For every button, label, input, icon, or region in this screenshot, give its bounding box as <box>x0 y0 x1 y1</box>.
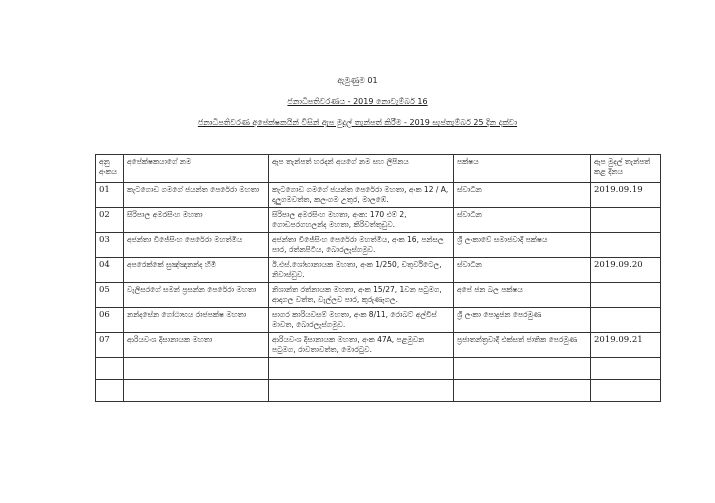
candidate-name: නන්දසේන ගෝඨාභය රාජපක්ෂ මහතා <box>124 308 269 333</box>
depositor-address: සාගර කාරියවසම් මහතා, අංක 8/11, රොබට් අල්විස් මාවත, බොරලැස්ගමුව. <box>269 308 454 333</box>
election-title: ජනාධිපතිවරණය - 2019 නොවැම්බර් 16 <box>287 97 428 106</box>
depositor-address: අජන්තා විජේසිංහ පෙරේරා මහත්මිය, අංක 16, පන්සල පාර, රත්නපිටිය, බොරලැස්ගමුව. <box>269 233 454 258</box>
table-header-row <box>96 155 661 183</box>
header-depositor: ඇප තැන්පත් හරදන් අයගේ නම සහ ලිපිනය <box>269 155 454 183</box>
deposit-table <box>95 154 661 402</box>
depositor-address: නිශාන්ත රත්නායක මහතා, අංක 15/27, 1වන පටුමග, ආදාගල වත්ත, වැල්ලව පාර, කුරුණෑගල. <box>269 283 454 308</box>
row-number: 02 <box>96 208 124 233</box>
header-deposit-date: ඇප මුදල් තැන්පත් කළ දිනය <box>591 155 661 183</box>
party-name: ස්වාධීන <box>454 258 591 283</box>
depositor-address: ආරියවංශ දිසානායක මහතා, අංක 47A, පළමුවන පටුමග, රාවතාවත්ත, මොරටුව. <box>269 333 454 358</box>
row-number: 06 <box>96 308 124 333</box>
candidate-name <box>124 380 269 402</box>
deposit-date <box>591 358 661 380</box>
row-number: 01 <box>96 183 124 208</box>
party-name: ශ්‍රී ලංකා පොදුජන පෙරමුණ <box>454 308 591 333</box>
deposit-date <box>591 208 661 233</box>
annex-title: ඇමුණුම 01 <box>337 76 378 85</box>
table-row <box>96 283 661 308</box>
table-row <box>96 380 661 402</box>
table-row <box>96 308 661 333</box>
candidate-name: ආරියවංශ දිසානායක මහතා <box>124 333 269 358</box>
party-name <box>454 380 591 402</box>
table-row <box>96 208 661 233</box>
table-row <box>96 333 661 358</box>
depositor-address <box>269 358 454 380</box>
party-name: ස්වාධීන <box>454 208 591 233</box>
row-number: 03 <box>96 233 124 258</box>
candidate-name <box>124 358 269 380</box>
candidate-name: වැලිසරගේ සමන් ප්‍රසන්න පෙරේරා මහතා <box>124 283 269 308</box>
header-party: පක්ෂය <box>454 155 591 183</box>
candidate-name: අපරෙක්කේ සුඤ්ඤානන්ද හිමි <box>124 258 269 283</box>
deposit-date: 2019.09.21 <box>591 333 661 358</box>
candidate-name: කැටගොඩ ගමගේ ජයන්ත පෙරේරා මහතා <box>124 183 269 208</box>
deposit-date <box>591 380 661 402</box>
table-row <box>96 258 661 283</box>
deposit-date: 2019.09.19 <box>591 183 661 208</box>
row-number: 07 <box>96 333 124 358</box>
party-name: ස්වාධීන <box>454 183 591 208</box>
deposit-date <box>591 283 661 308</box>
row-number <box>96 358 124 380</box>
depositor-address <box>269 380 454 402</box>
party-name: ප්‍රජාතන්ත්‍රවාදී එක්සත් ජාතික පෙරමුණ <box>454 333 591 358</box>
document-subtitle: ජනාධිපතිවරණ අපේක්ෂකයින් විසින් ඇප මුදල් තැන්පත් කිරීම - 2019 සැප්තැම්බර් 25 දින දක්වා <box>197 118 518 127</box>
party-name: ශ්‍රී ලංකාවේ සමාජවාදී පක්ෂය <box>454 233 591 258</box>
party-name: අපේ ජන බල පක්ෂය <box>454 283 591 308</box>
table-row <box>96 358 661 380</box>
depositor-address: සිරිපාල අමරසිංහ මහතා, අංක: 170 එම් 2, ගොඩපරගහලන්ද මහතා, කිරිවත්තුඩුව. <box>269 208 454 233</box>
table-row <box>96 233 661 258</box>
row-number: 04 <box>96 258 124 283</box>
row-number <box>96 380 124 402</box>
depositor-address: කැටගොඩ ගමගේ ජයන්ත පෙරේරා මහතා, අංක 12 / A, දාලුගමවත්ත, කලංගම උතුර, මාලඹේ. <box>269 183 454 208</box>
header-serial-no: අනු අංකය <box>96 155 124 183</box>
table-row <box>96 183 661 208</box>
party-name <box>454 358 591 380</box>
row-number: 05 <box>96 283 124 308</box>
candidate-name: අජන්තා විජේසිංහ පෙරේරා මහත්මිය <box>124 233 269 258</box>
deposit-date: 2019.09.20 <box>591 258 661 283</box>
candidate-name: සිරිපාල අමරසිංහ මහතා <box>124 208 269 233</box>
deposit-date <box>591 233 661 258</box>
header-candidate-name: අපේක්ෂකයාගේ නම <box>124 155 269 183</box>
deposit-date <box>591 308 661 333</box>
depositor-address: ඊ.එස්.ශෝභානායක මහතා, අංක 1/250, චතුර්විටෙල, නිවාස්ඩුව. <box>269 258 454 283</box>
